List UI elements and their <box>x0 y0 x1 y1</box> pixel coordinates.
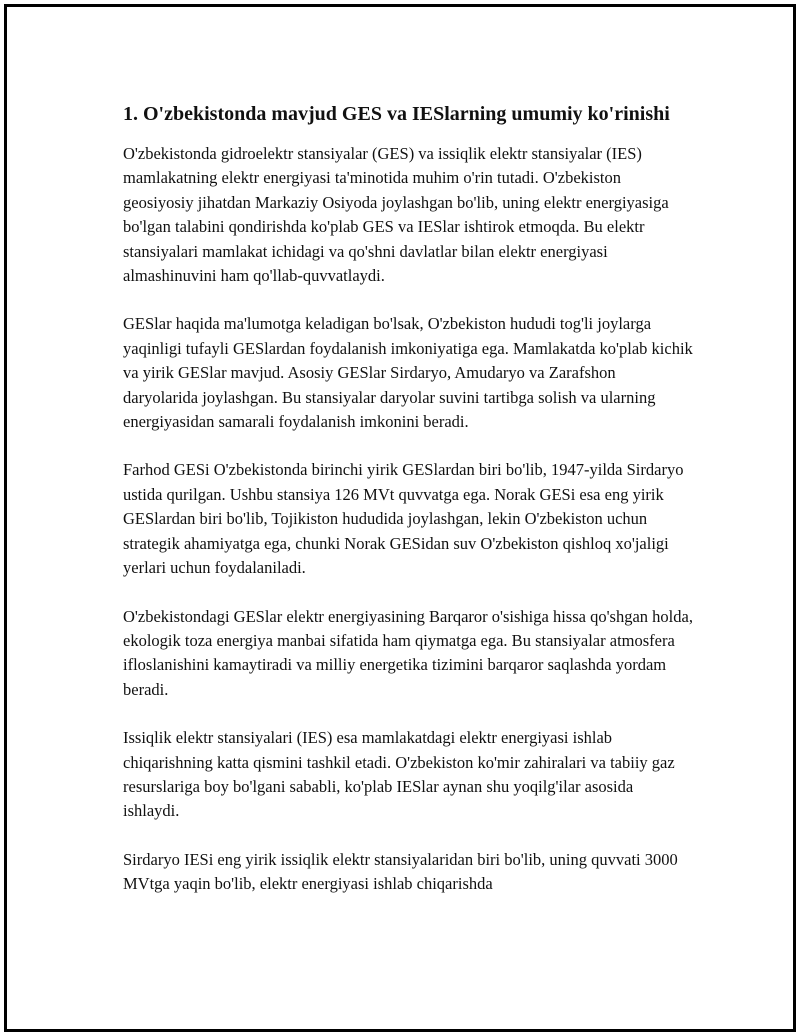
paragraph-6: Sirdaryo IESi eng yirik issiqlik elektr stansiyalaridan biri bo'lib, uning quvvati 3000 MVtga yaqin bo'lib, elektr energiyasi ishlab chiqarishda <box>123 849 678 894</box>
section-heading: 1. O'zbekistonda mavjud GES va IESlarning umumiy ko'rinishi <box>123 103 670 125</box>
paragraph-5: Issiqlik elektr stansiyalari (IES) esa mamlakatdagi elektr energiyasi ishlab chiqarishning katta qismini tashkil etadi. O'zbekiston ko'mir zahiralari va tabiiy gaz resurslariga boy bo'lgani sababli, ko'plab IESlar aynan shu yoqilg'ilar asosida ishlaydi. <box>123 728 675 821</box>
paragraph-4: O'zbekistondagi GESlar elektr energiyasining Barqaror o'sishiga hissa qo'shgan holda, ekologik toza energiya manbai sifatida ham qiymatga ega. Bu stansiyalar atmosfera ifloslanishini kamaytiradi va milliy energetika tizimini barqaror saqlashda yordam beradi. <box>123 606 693 699</box>
page-frame <box>4 4 796 1032</box>
document-body <box>123 102 693 921</box>
paragraph-3: Farhod GESi O'zbekistonda birinchi yirik GESlardan biri bo'lib, 1947-yilda Sirdaryo ustida qurilgan. Ushbu stansiya 126 MVt quvvatga ega. Norak GESi esa eng yirik GESlardan biri bo'lib, Tojikiston hududida joylashgan, lekin O'zbekiston uchun strategik ahamiyatga ega, chunki Norak GESidan suv O'zbekiston qishloq xo'jaligi yerlari uchun foydalaniladi. <box>123 460 684 578</box>
paragraph-1: O'zbekistonda gidroelektr stansiyalar (GES) va issiqlik elektr stansiyalar (IES) mamlakatning elektr energiyasi ta'minotida muhim o'rin tutadi. O'zbekiston geosiyosiy jihatdan Markaziy Osiyoda joylashgan bo'lib, uning elektr energiyasiga bo'lgan talabini qondirishda ko'plab GES va IESlar ishtirok etmoqda. Bu elektr stansiyalari mamlakat ichidagi va qo'shni davlatlar bilan elektr energiyasi almashinuvini ham qo'llab-quvvatlaydi. <box>123 144 669 286</box>
paragraph-2: GESlar haqida ma'lumotga keladigan bo'lsak, O'zbekiston hududi tog'li joylarga yaqinligi tufayli GESlardan foydalanish imkoniyatiga ega. Mamlakatda ko'plab kichik va yirik GESlar mavjud. Asosiy GESlar Sirdaryo, Amudaryo va Zarafshon daryolarida joylashgan. Bu stansiyalar daryolar suvini tartibga solish va ularning energiyasidan samarali foydalanish imkonini beradi. <box>123 314 693 432</box>
